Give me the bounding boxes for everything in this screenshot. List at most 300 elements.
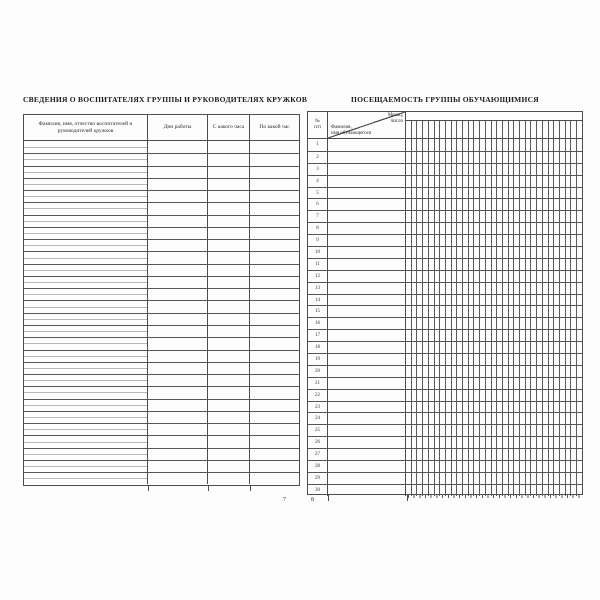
- header-cell-work-days: Дни работы: [148, 115, 208, 140]
- right-page-title: ПОСЕЩАЕМОСТЬ ГРУППЫ ОБУЧАЮЩИМИСЯ: [351, 95, 539, 104]
- name-cell: [24, 252, 148, 263]
- name-cell: [24, 301, 148, 312]
- table-row: [24, 300, 299, 312]
- table-row: [24, 411, 299, 423]
- table-row: [308, 460, 582, 472]
- from-hour-cell: [208, 436, 250, 447]
- date-grid-header: [406, 112, 582, 138]
- from-hour-cell: [208, 228, 250, 239]
- name-cell: [24, 314, 148, 325]
- work-days-cell: [148, 179, 208, 190]
- work-days-cell: [148, 387, 208, 398]
- student-name-cell: [328, 473, 406, 484]
- day-cell: [576, 199, 582, 210]
- day-cells: [406, 366, 582, 377]
- header-cell-row-index: [308, 112, 328, 138]
- row-number: 30: [308, 485, 328, 496]
- row-number: 13: [308, 283, 328, 294]
- table-row: [308, 448, 582, 460]
- day-cell: [576, 378, 582, 389]
- from-hour-cell: [208, 203, 250, 214]
- student-name-cell: [328, 295, 406, 306]
- table-row: [24, 460, 299, 472]
- attendance-table-header: [308, 112, 582, 139]
- to-hour-cell: [250, 473, 299, 484]
- student-name-cell: [328, 330, 406, 341]
- table-row: [308, 258, 582, 270]
- name-cell: [24, 289, 148, 300]
- row-number: 21: [308, 378, 328, 389]
- table-row: [24, 362, 299, 374]
- work-days-cell: [148, 228, 208, 239]
- student-name-cell: [328, 354, 406, 365]
- row-number: 8: [308, 223, 328, 234]
- work-days-cell: [148, 424, 208, 435]
- row-number: 16: [308, 318, 328, 329]
- to-hour-cell: [250, 289, 299, 300]
- student-name-cell: [328, 152, 406, 163]
- table-row: [308, 246, 582, 258]
- table-row: [24, 435, 299, 447]
- table-row: [308, 365, 582, 377]
- attendance-table-body: [308, 139, 582, 496]
- day-cell: [576, 390, 582, 401]
- month-strip: [406, 112, 582, 121]
- name-cell: [24, 240, 148, 251]
- from-hour-cell: [208, 473, 250, 484]
- row-number: 24: [308, 413, 328, 424]
- to-hour-cell: [250, 277, 299, 288]
- day-cells: [406, 390, 582, 401]
- student-name-cell: [328, 425, 406, 436]
- work-days-cell: [148, 240, 208, 251]
- from-hour-cell: [208, 338, 250, 349]
- row-number: 12: [308, 271, 328, 282]
- student-name-cell: [328, 485, 406, 496]
- to-hour-cell: [250, 338, 299, 349]
- day-cells: [406, 330, 582, 341]
- name-cell: [24, 277, 148, 288]
- day-cell: [576, 211, 582, 222]
- day-cell: [576, 473, 582, 484]
- name-cell: [24, 400, 148, 411]
- from-hour-cell: [208, 216, 250, 227]
- row-number: 19: [308, 354, 328, 365]
- day-cells: [406, 223, 582, 234]
- student-name-cell: [328, 211, 406, 222]
- table-row: [308, 401, 582, 413]
- from-hour-cell: [208, 301, 250, 312]
- day-cells: [406, 437, 582, 448]
- day-cell: [576, 342, 582, 353]
- day-cells: [406, 176, 582, 187]
- to-hour-cell: [250, 240, 299, 251]
- day-cells: [406, 473, 582, 484]
- table-row: [308, 210, 582, 222]
- day-cell: [576, 152, 582, 163]
- table-row: [24, 166, 299, 178]
- student-name-cell: [328, 342, 406, 353]
- row-number: 1: [308, 139, 328, 151]
- day-cell: [576, 330, 582, 341]
- table-row: [24, 153, 299, 165]
- table-row: [308, 329, 582, 341]
- to-hour-cell: [250, 400, 299, 411]
- work-days-cell: [148, 203, 208, 214]
- work-days-cell: [148, 338, 208, 349]
- work-days-cell: [148, 289, 208, 300]
- work-days-cell: [148, 363, 208, 374]
- day-cell: [576, 271, 582, 282]
- work-days-cell: [148, 191, 208, 202]
- day-cells: [406, 378, 582, 389]
- from-hour-cell: [208, 314, 250, 325]
- day-cell: [576, 223, 582, 234]
- work-days-cell: [148, 167, 208, 178]
- day-cells: [406, 211, 582, 222]
- row-number: 10: [308, 247, 328, 258]
- corner-label-month-day: Месяц, число: [387, 113, 403, 124]
- student-name-cell: [328, 271, 406, 282]
- staff-table: [23, 114, 300, 486]
- table-row: [24, 202, 299, 214]
- staff-table-header: [24, 115, 299, 141]
- student-name-cell: [328, 318, 406, 329]
- header-cell-to-hour: По какой час: [259, 124, 290, 131]
- work-days-cell: [148, 461, 208, 472]
- to-hour-cell: [250, 203, 299, 214]
- row-number: 20: [308, 366, 328, 377]
- to-hour-cell: [250, 301, 299, 312]
- table-row: [24, 239, 299, 251]
- from-hour-cell: [208, 387, 250, 398]
- day-cells: [406, 152, 582, 163]
- from-hour-cell: [208, 167, 250, 178]
- student-name-cell: [328, 366, 406, 377]
- name-cell: [24, 154, 148, 165]
- student-name-cell: [328, 413, 406, 424]
- to-hour-cell: [250, 424, 299, 435]
- table-row: [24, 251, 299, 263]
- day-cells: [406, 283, 582, 294]
- day-cell: [576, 259, 582, 270]
- day-cell: [576, 366, 582, 377]
- name-cell: [24, 424, 148, 435]
- to-hour-cell: [250, 449, 299, 460]
- from-hour-cell: [208, 141, 250, 153]
- to-hour-cell: [250, 228, 299, 239]
- table-row: [24, 374, 299, 386]
- table-row: [308, 198, 582, 210]
- staff-table-body: [24, 141, 299, 484]
- day-cell: [576, 235, 582, 246]
- name-cell: [24, 387, 148, 398]
- to-hour-cell: [250, 252, 299, 263]
- day-cell: [576, 437, 582, 448]
- table-row: [308, 305, 582, 317]
- table-row: [308, 341, 582, 353]
- work-days-cell: [148, 301, 208, 312]
- from-hour-cell: [208, 326, 250, 337]
- table-row: [308, 234, 582, 246]
- day-cells: [406, 413, 582, 424]
- work-days-cell: [148, 265, 208, 276]
- from-hour-cell: [208, 461, 250, 472]
- student-name-cell: [328, 223, 406, 234]
- day-columns-header: [406, 121, 582, 138]
- to-hour-cell: [250, 461, 299, 472]
- to-hour-cell: [250, 326, 299, 337]
- day-cell: [576, 318, 582, 329]
- header-cell-from-hour: С какого часа: [208, 115, 250, 140]
- from-hour-cell: [208, 412, 250, 423]
- row-number: 22: [308, 390, 328, 401]
- work-days-cell: [148, 252, 208, 263]
- to-hour-cell: [250, 314, 299, 325]
- to-hour-cell: [250, 363, 299, 374]
- day-cells: [406, 164, 582, 175]
- table-row: [24, 178, 299, 190]
- day-cell: [576, 283, 582, 294]
- from-hour-cell: [208, 400, 250, 411]
- table-row: [308, 389, 582, 401]
- from-hour-cell: [208, 363, 250, 374]
- name-cell: [24, 265, 148, 276]
- day-cells: [406, 199, 582, 210]
- work-days-cell: [148, 412, 208, 423]
- to-hour-cell: [250, 375, 299, 386]
- table-row: [308, 270, 582, 282]
- name-cell: [24, 216, 148, 227]
- index-header-line1: №: [315, 119, 320, 124]
- day-cell: [576, 425, 582, 436]
- from-hour-cell: [208, 154, 250, 165]
- day-cells: [406, 295, 582, 306]
- column-line-stub: [148, 485, 149, 491]
- student-name-cell: [328, 164, 406, 175]
- to-hour-cell: [250, 154, 299, 165]
- day-cell: [576, 139, 582, 151]
- row-number: 7: [308, 211, 328, 222]
- row-number: 17: [308, 330, 328, 341]
- row-number: 4: [308, 176, 328, 187]
- to-hour-cell: [250, 179, 299, 190]
- name-cell: [24, 167, 148, 178]
- day-cells: [406, 425, 582, 436]
- day-cells: [406, 235, 582, 246]
- left-page-number: 7: [283, 497, 286, 503]
- table-row: [308, 412, 582, 424]
- to-hour-cell: [250, 216, 299, 227]
- day-cells: [406, 318, 582, 329]
- to-hour-cell: [250, 141, 299, 153]
- table-row: [308, 282, 582, 294]
- row-number: 23: [308, 402, 328, 413]
- student-name-cell: [328, 199, 406, 210]
- day-cells: [406, 342, 582, 353]
- work-days-cell: [148, 473, 208, 484]
- day-cells: [406, 271, 582, 282]
- student-name-cell: [328, 378, 406, 389]
- from-hour-cell: [208, 277, 250, 288]
- student-name-cell: [328, 188, 406, 199]
- right-page-number: 8: [311, 497, 314, 503]
- table-row: [308, 187, 582, 199]
- day-cells: [406, 449, 582, 460]
- day-cells: [406, 402, 582, 413]
- work-days-cell: [148, 141, 208, 153]
- student-name-cell: [328, 306, 406, 317]
- row-number: 18: [308, 342, 328, 353]
- name-cell: [24, 338, 148, 349]
- name-cell: [24, 141, 148, 153]
- table-row: [24, 190, 299, 202]
- work-days-cell: [148, 436, 208, 447]
- name-cell: [24, 179, 148, 190]
- table-row: [308, 353, 582, 365]
- day-cells: [406, 247, 582, 258]
- from-hour-cell: [208, 449, 250, 460]
- day-column-stubs: [408, 495, 583, 498]
- day-cells: [406, 188, 582, 199]
- column-line-stub: [208, 485, 209, 491]
- to-hour-cell: [250, 167, 299, 178]
- table-row: [24, 337, 299, 349]
- day-cell: [576, 461, 582, 472]
- row-number: 25: [308, 425, 328, 436]
- from-hour-cell: [208, 240, 250, 251]
- day-cell: [576, 402, 582, 413]
- table-row: [24, 264, 299, 276]
- column-line-stub: [250, 485, 251, 491]
- table-row: [308, 436, 582, 448]
- row-number: 29: [308, 473, 328, 484]
- day-column: [576, 121, 582, 138]
- student-name-cell: [328, 139, 406, 151]
- table-row: [24, 215, 299, 227]
- work-days-cell: [148, 449, 208, 460]
- student-name-cell: [328, 259, 406, 270]
- student-name-cell: [328, 283, 406, 294]
- work-days-cell: [148, 216, 208, 227]
- from-hour-cell: [208, 265, 250, 276]
- table-row: [308, 472, 582, 484]
- table-row: [308, 317, 582, 329]
- to-hour-cell: [250, 387, 299, 398]
- day-cell: [576, 354, 582, 365]
- day-cell: [576, 449, 582, 460]
- from-hour-cell: [208, 252, 250, 263]
- work-days-cell: [148, 400, 208, 411]
- name-cell: [24, 375, 148, 386]
- from-hour-cell: [208, 424, 250, 435]
- work-days-cell: [148, 154, 208, 165]
- work-days-cell: [148, 326, 208, 337]
- row-number: 14: [308, 295, 328, 306]
- from-hour-cell: [208, 179, 250, 190]
- diagonal-corner-cell: [328, 112, 406, 138]
- header-cell-name: Фамилия, имя, отчество воспитателей и руководителей кружков: [24, 115, 148, 140]
- student-name-cell: [328, 461, 406, 472]
- table-row: [24, 325, 299, 337]
- student-name-cell: [328, 437, 406, 448]
- table-row: [308, 139, 582, 151]
- work-days-cell: [148, 375, 208, 386]
- to-hour-cell: [250, 351, 299, 362]
- table-row: [24, 313, 299, 325]
- row-number: 9: [308, 235, 328, 246]
- from-hour-cell: [208, 375, 250, 386]
- table-row: [308, 163, 582, 175]
- table-row: [308, 484, 582, 496]
- name-cell: [24, 412, 148, 423]
- name-cell: [24, 449, 148, 460]
- row-number: 11: [308, 259, 328, 270]
- name-cell: [24, 228, 148, 239]
- table-row: [24, 399, 299, 411]
- table-row: [308, 175, 582, 187]
- student-name-cell: [328, 176, 406, 187]
- day-cells: [406, 259, 582, 270]
- day-cell: [576, 164, 582, 175]
- row-number: 26: [308, 437, 328, 448]
- table-row: [308, 294, 582, 306]
- row-number: 3: [308, 164, 328, 175]
- from-hour-cell: [208, 191, 250, 202]
- name-cell: [24, 326, 148, 337]
- index-header-line2: п/п: [314, 125, 321, 130]
- name-cell: [24, 203, 148, 214]
- name-cell: [24, 363, 148, 374]
- table-row: [24, 350, 299, 362]
- student-name-cell: [328, 402, 406, 413]
- to-hour-cell: [250, 412, 299, 423]
- row-number: 27: [308, 449, 328, 460]
- day-cells: [406, 139, 582, 151]
- row-number: 15: [308, 306, 328, 317]
- name-cell: [24, 351, 148, 362]
- name-cell: [24, 473, 148, 484]
- student-name-cell: [328, 235, 406, 246]
- table-row: [308, 222, 582, 234]
- row-number: 2: [308, 152, 328, 163]
- day-cells: [406, 354, 582, 365]
- from-hour-cell: [208, 289, 250, 300]
- table-row: [24, 288, 299, 300]
- day-cell: [576, 295, 582, 306]
- corner-label-student-name: Фамилия, имя обучающегося: [331, 125, 372, 136]
- table-row: [24, 141, 299, 153]
- student-name-cell: [328, 449, 406, 460]
- day-cells: [406, 461, 582, 472]
- from-hour-cell: [208, 351, 250, 362]
- table-row: [24, 448, 299, 460]
- row-number: 5: [308, 188, 328, 199]
- name-cell: [24, 191, 148, 202]
- day-cells: [406, 306, 582, 317]
- to-hour-cell: [250, 191, 299, 202]
- left-page-title: СВЕДЕНИЯ О ВОСПИТАТЕЛЯХ ГРУППЫ И РУКОВОДИТЕЛЯХ КРУЖКОВ: [23, 95, 308, 104]
- day-cell: [576, 413, 582, 424]
- row-number: 28: [308, 461, 328, 472]
- work-days-cell: [148, 351, 208, 362]
- name-cell: [24, 461, 148, 472]
- work-days-cell: [148, 277, 208, 288]
- day-cell: [576, 306, 582, 317]
- table-row: [308, 377, 582, 389]
- day-cell: [576, 247, 582, 258]
- day-cell: [576, 188, 582, 199]
